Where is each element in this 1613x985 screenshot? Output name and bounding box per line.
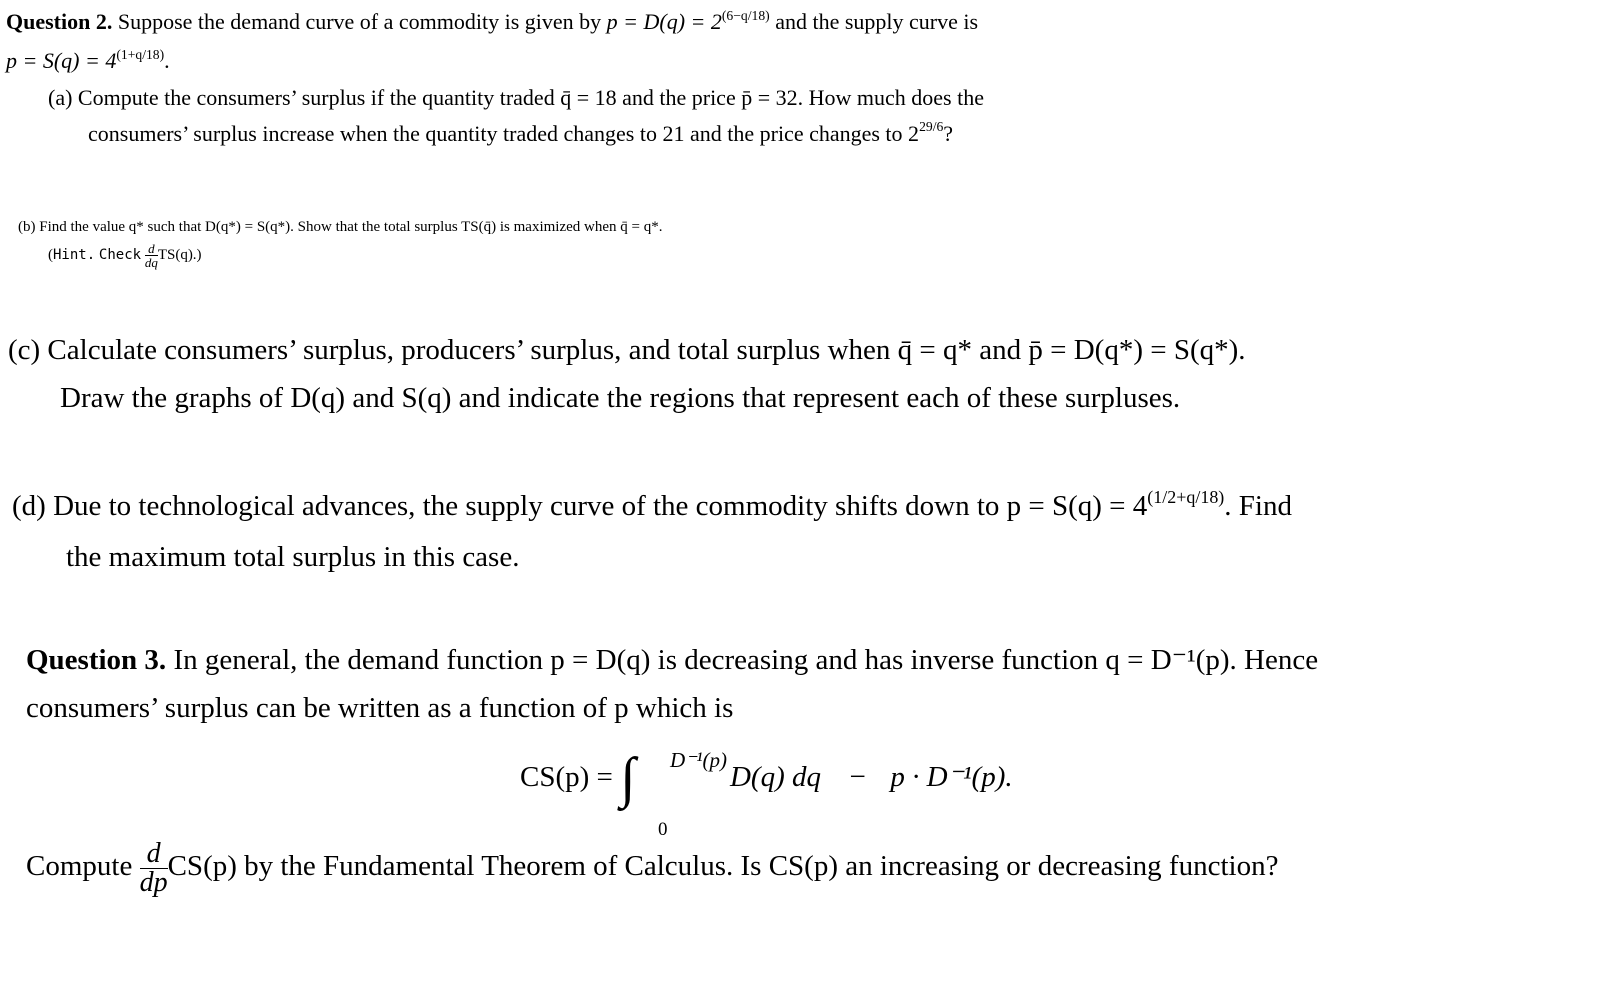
demand-formula: p = D(q) = 2 xyxy=(606,9,722,34)
question-3-line-2: consumers’ surplus can be written as a function of p which is xyxy=(26,692,734,724)
compute-word: Compute xyxy=(26,850,133,882)
part-c xyxy=(8,326,1246,422)
supply-formula: p = S(q) = 4 xyxy=(6,48,117,73)
hint-label: Hint. xyxy=(53,247,96,263)
question-3-heading: Question 3. xyxy=(26,644,167,676)
part-d-find: . Find xyxy=(1224,490,1292,522)
question-3-line-1 xyxy=(26,636,1318,684)
eq-tail: p · D⁻¹(p). xyxy=(890,761,1013,793)
hint-derivative-num: d xyxy=(145,242,158,256)
question-2-intro-end: and the supply curve is xyxy=(775,9,979,34)
question-2-intro: Suppose the demand curve of a commodity is given by xyxy=(117,9,602,34)
part-d-line-2: the maximum total surplus in this case. xyxy=(66,541,520,573)
shifted-supply-exponent: (1/2+q/18) xyxy=(1147,487,1225,507)
integral-upper-limit: D⁻¹(p) xyxy=(670,748,728,772)
part-b-hint xyxy=(18,241,662,269)
eq-lhs: CS(p) = xyxy=(520,761,613,793)
part-d-line-1 xyxy=(12,482,1292,533)
part-a-line-2-text: consumers’ surplus increase when the quantity traded changes to 21 and the price changes to 2 xyxy=(88,121,920,146)
question-2-heading: Question 2. xyxy=(6,9,113,34)
question-3-line-3 xyxy=(26,836,1278,897)
eq-integrand: D(q) dq xyxy=(729,761,821,793)
hint-ts: TS(q).) xyxy=(157,247,202,263)
part-a-question-mark: ? xyxy=(943,121,954,146)
question-2-line-1 xyxy=(6,4,978,43)
consumer-surplus-equation xyxy=(520,738,1013,840)
integral-lower-limit: 0 xyxy=(658,819,668,840)
part-c-line-2: Draw the graphs of D(q) and S(q) and indicate the regions that represent each of these surpluses. xyxy=(60,382,1181,414)
question-3 xyxy=(26,636,1318,732)
part-b-line-1: (b) Find the value q* such that D(q*) = S(q*). Show that the total surplus TS(q̄) is maximized when q̄ = q*. xyxy=(18,219,663,235)
supply-period: . xyxy=(164,48,170,73)
question-3-line-1-text: In general, the demand function p = D(q) is decreasing and has inverse function q = D⁻¹(p). Hence xyxy=(173,644,1319,676)
hint-derivative xyxy=(145,242,158,269)
derivative-num: d xyxy=(140,840,168,869)
demand-exponent: (6−q/18) xyxy=(721,8,770,23)
part-a-line-2 xyxy=(48,116,984,155)
part-a-price-exponent: 29/6 xyxy=(919,119,944,134)
derivative-d-dp xyxy=(139,837,168,898)
part-c-line-1: (c) Calculate consumers’ surplus, producers’ surplus, and total surplus when q̄ = q* and p̄ = D(q*) = S(q*). xyxy=(8,334,1246,366)
integral-sign: ∫ xyxy=(620,747,636,809)
question-2-line-2 xyxy=(6,43,978,82)
hint-check: Check xyxy=(98,247,142,263)
eq-minus: − xyxy=(849,761,866,793)
derivative-den: dp xyxy=(139,866,168,898)
supply-exponent: (1+q/18) xyxy=(116,47,165,62)
part-d-line-1-text: (d) Due to technological advances, the supply curve of the commodity shifts down to p = S(q) = 4 xyxy=(12,490,1148,522)
part-d xyxy=(12,482,1292,581)
part-b xyxy=(18,213,662,269)
part-a-line-1: (a) Compute the consumers’ surplus if the quantity traded q̄ = 18 and the price p̄ = 32. How much does the xyxy=(48,85,984,110)
hint-derivative-den: dq xyxy=(144,255,158,271)
question-3-line-3-text: CS(p) by the Fundamental Theorem of Calculus. Is CS(p) an increasing or decreasing function? xyxy=(167,850,1279,882)
hint-open-paren: ( xyxy=(48,247,53,263)
question-2 xyxy=(6,4,978,82)
part-a xyxy=(48,80,984,155)
